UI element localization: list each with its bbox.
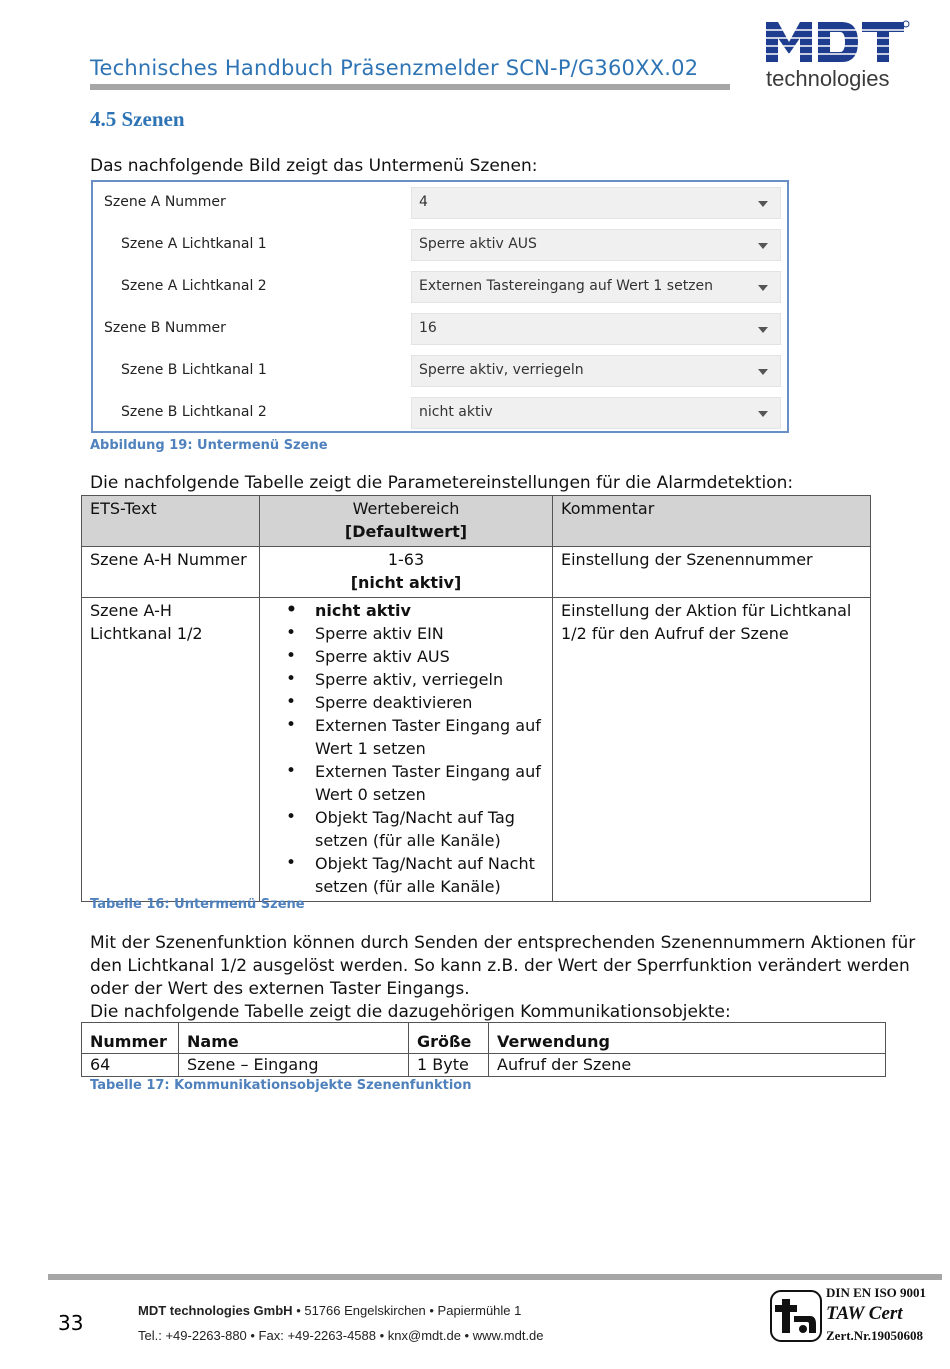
- table-intro-text: Die nachfolgende Tabelle zeigt die Parametereinstellungen für die Alarmdetektion:: [90, 473, 794, 493]
- ets-label: Szene B Lichtkanal 1: [121, 362, 267, 378]
- ets-row: [93, 397, 787, 431]
- cell-comment: Einstellung der Szenennummer: [553, 547, 871, 598]
- ets-label: Szene A Nummer: [104, 194, 226, 210]
- list-item: • Sperre deaktivieren: [315, 691, 544, 714]
- chevron-down-icon: [758, 285, 768, 291]
- header-range-label: Wertebereich: [352, 499, 460, 518]
- header-number: Nummer: [82, 1023, 179, 1054]
- cell-ets-text: Szene A-H Nummer: [82, 547, 260, 598]
- cell-value-range: [260, 547, 553, 598]
- list-item: • Objekt Tag/Nacht auf Nacht setzen (für alle Kanäle): [315, 852, 544, 898]
- list-item: • Sperre aktiv AUS: [315, 645, 544, 668]
- header-ets-text: ETS-Text: [82, 496, 260, 547]
- chevron-down-icon: [758, 411, 768, 417]
- ets-row: [93, 187, 787, 221]
- table-row: [82, 598, 871, 902]
- scene-a-number-select[interactable]: [411, 187, 781, 219]
- page-number: 33: [58, 1311, 84, 1335]
- cert-name: TAW Cert: [826, 1303, 903, 1324]
- select-value: 4: [419, 194, 428, 210]
- cert-number: Zert.Nr.19050608: [826, 1328, 924, 1343]
- parameter-table: [81, 495, 871, 902]
- ets-parameter-screenshot: [91, 180, 789, 433]
- table-row: [82, 1054, 886, 1077]
- cell-usage: Aufruf der Szene: [489, 1054, 886, 1077]
- taw-cert-logo-icon: [770, 1290, 822, 1342]
- ets-row: [93, 271, 787, 305]
- description-line: Mit der Szenenfunktion können durch Senden der entsprechenden Szenennummern Aktionen für: [90, 933, 916, 953]
- cell-comment: Einstellung der Aktion für Lichtkanal 1/2 für den Aufruf der Szene: [553, 598, 871, 902]
- chevron-down-icon: [758, 201, 768, 207]
- document-title: Technisches Handbuch Präsenzmelder SCN-P/G360XX.02: [90, 56, 699, 80]
- scene-b-channel-2-select[interactable]: [411, 397, 781, 429]
- table-header-row: [82, 1023, 886, 1054]
- mdt-logo-icon: [764, 18, 910, 66]
- cert-standard: DIN EN ISO 9001: [826, 1285, 927, 1300]
- cell-number: 64: [82, 1054, 179, 1077]
- list-item: • nicht aktiv: [315, 599, 544, 622]
- option-list: [268, 599, 544, 898]
- list-item: • Externen Taster Eingang auf Wert 0 setzen: [315, 760, 544, 806]
- select-value: 16: [419, 320, 437, 336]
- cell-size: 1 Byte: [409, 1054, 489, 1077]
- table-caption: Tabelle 17: Kommunikationsobjekte Szenenfunktion: [90, 1078, 472, 1093]
- description-line: Die nachfolgende Tabelle zeigt die dazugehörigen Kommunikationsobjekte:: [90, 1002, 731, 1022]
- header-comment: Kommentar: [553, 496, 871, 547]
- ets-label: Szene B Lichtkanal 2: [121, 404, 267, 420]
- list-item: • Objekt Tag/Nacht auf Tag setzen (für alle Kanäle): [315, 806, 544, 852]
- figure-caption: Abbildung 19: Untermenü Szene: [90, 438, 328, 453]
- intro-text: Das nachfolgende Bild zeigt das Untermenü Szenen:: [90, 156, 538, 176]
- ets-label: Szene A Lichtkanal 1: [121, 236, 267, 252]
- footer-contact: Tel.: +49-2263-880 • Fax: +49-2263-4588 • knx@mdt.de • www.mdt.de: [138, 1328, 544, 1343]
- chevron-down-icon: [758, 243, 768, 249]
- range-value: 1-63: [387, 550, 425, 569]
- chevron-down-icon: [758, 369, 768, 375]
- cell-options: [260, 598, 553, 902]
- company-name: MDT technologies GmbH: [138, 1303, 293, 1318]
- ets-row: [93, 313, 787, 347]
- ets-label: Szene B Nummer: [104, 320, 226, 336]
- logo-subtext: technologies: [766, 66, 890, 91]
- description-line: oder der Wert des externen Taster Eingangs.: [90, 979, 470, 999]
- company-address: • 51766 Engelskirchen • Papiermühle 1: [296, 1303, 522, 1318]
- header-value-range: [260, 496, 553, 547]
- header-name: Name: [179, 1023, 409, 1054]
- default-value: [nicht aktiv]: [350, 573, 462, 592]
- description-paragraph: [90, 932, 915, 1024]
- header-usage: Verwendung: [489, 1023, 886, 1054]
- scene-b-channel-1-select[interactable]: [411, 355, 781, 387]
- scene-a-channel-1-select[interactable]: [411, 229, 781, 261]
- section-heading: 4.5 Szenen: [90, 107, 185, 131]
- select-value: nicht aktiv: [419, 404, 493, 420]
- select-value: Sperre aktiv, verriegeln: [419, 362, 584, 378]
- cell-name: Szene – Eingang: [179, 1054, 409, 1077]
- cell-ets-text: Szene A-H Lichtkanal 1/2: [82, 598, 260, 902]
- table-caption: Tabelle 16: Untermenü Szene: [90, 897, 305, 912]
- header-size: Größe: [409, 1023, 489, 1054]
- chevron-down-icon: [758, 327, 768, 333]
- footer-address: [138, 1303, 521, 1318]
- scene-a-channel-2-select[interactable]: [411, 271, 781, 303]
- footer-divider: [48, 1274, 942, 1280]
- table-row: [82, 547, 871, 598]
- list-item: • Sperre aktiv, verriegeln: [315, 668, 544, 691]
- select-value: Sperre aktiv AUS: [419, 236, 537, 252]
- description-line: den Lichtkanal 1/2 ausgelöst werden. So kann z.B. der Wert der Sperrfunktion verändert werden: [90, 956, 910, 976]
- select-value: Externen Tastereingang auf Wert 1 setzen: [419, 278, 714, 294]
- header-default-label: [Defaultwert]: [344, 522, 468, 541]
- list-item: • Externen Taster Eingang auf Wert 1 setzen: [315, 714, 544, 760]
- list-item: • Sperre aktiv EIN: [315, 622, 544, 645]
- ets-row: [93, 355, 787, 389]
- table-header-row: [82, 496, 871, 547]
- communication-objects-table: [81, 1022, 886, 1077]
- ets-row: [93, 229, 787, 263]
- header-divider: [90, 84, 730, 90]
- ets-label: Szene A Lichtkanal 2: [121, 278, 267, 294]
- scene-b-number-select[interactable]: [411, 313, 781, 345]
